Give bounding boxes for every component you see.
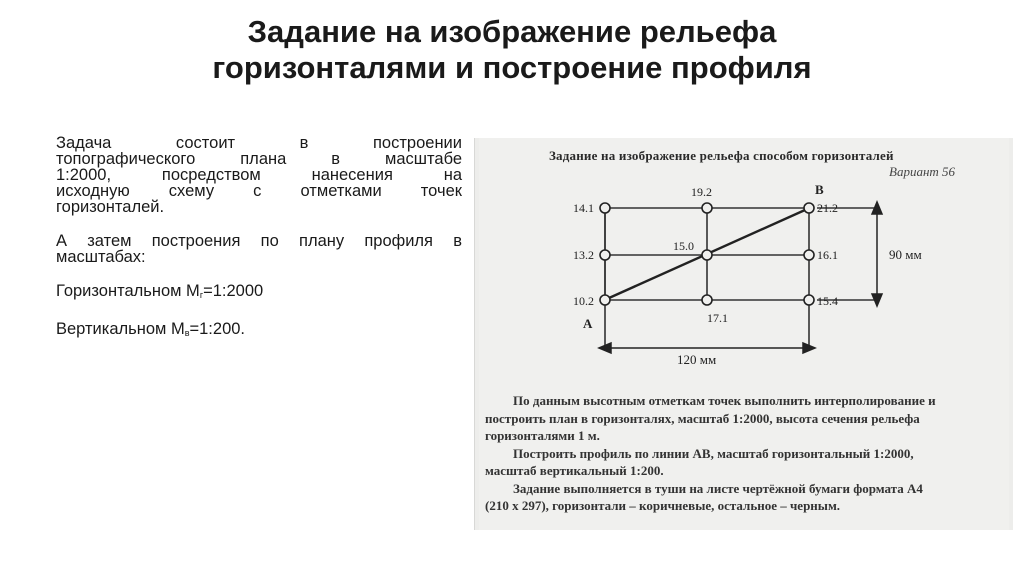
instruction-line: масштаб вертикальный 1:200.	[485, 463, 664, 478]
assignment-photo	[474, 138, 1013, 530]
point-marker	[600, 203, 610, 213]
vertical-scale: Вертикальном $М_в=1:200$.	[56, 320, 246, 338]
elevation-label: 17.1	[707, 311, 728, 325]
assignment-title: Задание на изображение рельефа способом горизонталей	[549, 148, 894, 163]
description-line: исходную схему с отметками точек	[56, 182, 462, 200]
description-line: топографического плана в масштабе	[56, 150, 463, 168]
variant-label: Вариант 56	[889, 164, 956, 179]
horizontal-scale: Горизонтальном $М_г=1:2000$	[56, 282, 264, 300]
description-line: горизонталей.	[56, 198, 165, 216]
point-marker	[600, 295, 610, 305]
dim-width-label: 120 мм	[677, 352, 717, 367]
elevation-label: 15.4	[817, 294, 838, 308]
instruction-line: Построить профиль по линии АВ, масштаб горизонтальный 1:2000,	[513, 445, 914, 461]
elevation-label: 16.1	[817, 248, 838, 262]
elevation-label: 15.0	[673, 239, 694, 253]
description-line: 1:2000, посредством нанесения на	[56, 166, 463, 184]
point-marker	[804, 250, 814, 260]
elevation-label: 10.2	[573, 294, 594, 308]
slide-title-line-1: Задание на изображение рельефа	[247, 14, 777, 49]
point-marker	[702, 203, 712, 213]
elevation-label: 13.2	[573, 248, 594, 262]
description-line: Задача состоит в построении	[56, 134, 462, 152]
slide-title	[0, 14, 1024, 86]
description-line: А затем построения по плану профиля в	[56, 232, 462, 250]
instruction-line: построить план в горизонталях, масштаб 1:2000, высота сечения рельефа	[485, 410, 920, 426]
task-description	[56, 135, 462, 341]
grid-scheme	[479, 138, 1009, 388]
instruction-line: горизонталями 1 м.	[485, 428, 600, 443]
instruction-line: Задание выполняется в туши на листе чертёжной бумаги формата А4	[513, 480, 923, 496]
point-marker	[600, 250, 610, 260]
point-a-label: А	[583, 316, 593, 331]
instruction-line: (210 x 297), горизонтали – коричневые, остальное – черным.	[485, 498, 841, 513]
description-line: масштабах:	[56, 248, 146, 266]
point-marker	[702, 295, 712, 305]
slide-title-line-2: горизонталями и построение профиля	[212, 50, 812, 85]
point-marker	[804, 203, 814, 213]
elevation-label: 19.2	[691, 185, 712, 199]
assignment-instructions	[485, 392, 1005, 515]
assignment-sheet	[479, 138, 1009, 530]
instruction-line: По данным высотным отметкам точек выполнить интерполирование и	[513, 393, 936, 408]
point-marker	[702, 250, 712, 260]
elevation-label: 14.1	[573, 201, 594, 215]
dim-height-label: 90 мм	[889, 247, 922, 262]
elevation-label: 21.2	[817, 201, 838, 215]
point-b-label: В	[815, 182, 824, 197]
point-marker	[804, 295, 814, 305]
